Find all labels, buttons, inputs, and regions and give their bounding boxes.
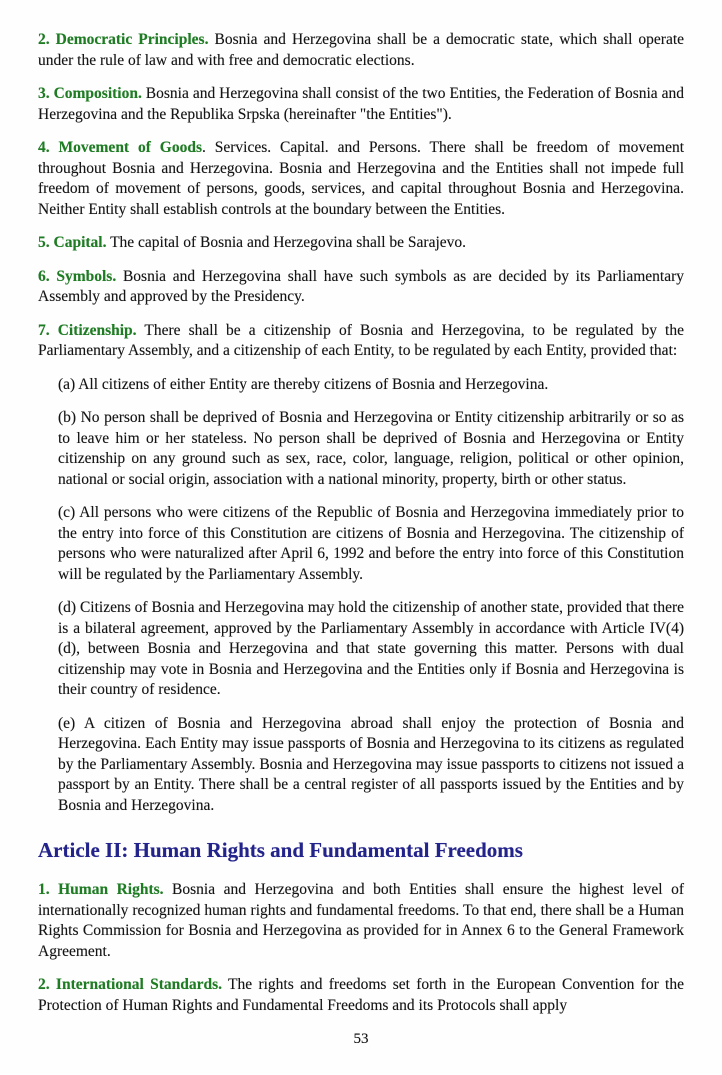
subparagraph-b <box>58 408 684 490</box>
article-ii-heading: Article II: Human Rights and Fundamental Freedoms <box>38 838 523 862</box>
paragraph-text: Bosnia and Herzegovina shall consist of the two Entities, the Federation of Bosnia and Herzegovina and the Republika Srpska (hereinafter "the Entities"). <box>38 85 685 123</box>
subparagraph-text: (d) Citizens of Bosnia and Herzegovina may hold the citizenship of another state, provided that there is a bilateral agreement, approved by the Parliamentary Assembly in accordance with Article IV(4)(d), between Bosnia and Herzegovina and that state governing this matter. Persons with dual citizenship may vote in Bosnia and Herzegovina and the Entities only if Bosnia and Herzegovina is their country of residence. <box>58 599 684 698</box>
paragraph-text: Bosnia and Herzegovina and both Entities shall ensure the highest level of internationally recognized human rights and fundamental freedoms. To that end, there shall be a Human Rights Commission for Bosnia and Herzegovina as provided for in Annex 6 to the General Framework Agreement. <box>38 881 684 960</box>
page-number: 53 <box>353 1031 369 1047</box>
paragraph-text: Bosnia and Herzegovina shall have such symbols as are decided by its Parliamentary Assembly and approved by the Presidency. <box>38 267 684 305</box>
paragraph-human-rights <box>38 880 684 962</box>
paragraph-capital <box>38 233 684 254</box>
paragraph-composition <box>38 84 684 125</box>
subparagraph-e <box>58 714 684 817</box>
paragraph-citizenship <box>38 321 684 362</box>
subparagraph-c <box>58 503 684 585</box>
paragraph-heading: 7. Citizenship. <box>38 321 137 339</box>
paragraph-democratic-principles <box>38 30 684 71</box>
paragraph-international-standards <box>38 975 684 1016</box>
paragraph-heading: 1. Human Rights. <box>38 881 164 898</box>
document-content <box>38 30 684 1029</box>
subparagraph-text: (c) All persons who were citizens of the Republic of Bosnia and Herzegovina immediately prior to the entry into force of this Constitution are citizens of Bosnia and Herzegovina. The citizenship of persons who were naturalized after April 6, 1992 and before the entry into force of this Constitution will be regulated by the Parliamentary Assembly. <box>58 504 684 583</box>
paragraph-heading: 2. Democratic Principles. <box>38 31 209 48</box>
subparagraph-text: (b) No person shall be deprived of Bosnia and Herzegovina or Entity citizenship arbitrarily or so as to leave him or her stateless. No person shall be deprived of Bosnia and Herzegovina or Entity citizenship on any ground such as sex, race, color, language, religion, political or other opinion, national or social origin, association with a national minority, property, birth or other status. <box>58 409 684 488</box>
paragraph-text: The capital of Bosnia and Herzegovina shall be Sarajevo. <box>106 234 467 251</box>
subparagraph-text: (e) A citizen of Bosnia and Herzegovina abroad shall enjoy the protection of Bosnia and Herzegovina. Each Entity may issue passports of Bosnia and Herzegovina to its citizens as regulated by the Parliamentary Assembly. Bosnia and Herzegovina may issue passports to citizens not issued a passport by an Entity. There shall be a central register of all passports issued by the Entities and by Bosnia and Herzegovina. <box>58 714 684 814</box>
subparagraph-text: (a) All citizens of either Entity are thereby citizens of Bosnia and Herzegovina. <box>58 375 549 393</box>
subparagraph-a <box>58 375 684 396</box>
paragraph-movement-of-goods <box>38 138 684 220</box>
paragraph-text: There shall be a citizenship of Bosnia and Herzegovina, to be regulated by the Parliamentary Assembly, and a citizenship of each Entity, to be regulated by each Entity, provided that: <box>38 321 684 359</box>
paragraph-heading: 6. Symbols. <box>38 267 117 285</box>
paragraph-heading: 2. International Standards. <box>38 976 223 993</box>
paragraph-text: Bosnia and Herzegovina shall be a democratic state, which shall operate under the rule of law and with free and democratic elections. <box>38 31 685 69</box>
paragraph-heading: 3. Composition. <box>38 85 142 102</box>
paragraph-text: . Services. Capital. and Persons. There shall be freedom of movement throughout Bosnia and Herzegovina. Bosnia and Herzegovina and the Entities shall not impede full freedom of movement of persons, goods, services, and capital throughout Bosnia and Herzegovina. Neither Entity shall establish controls at the boundary between the Entities. <box>38 139 685 218</box>
subparagraph-d <box>58 598 684 701</box>
paragraph-text: The rights and freedoms set forth in the European Convention for the Protection of Human Rights and Fundamental Freedoms and its Protocols shall apply <box>38 976 684 1014</box>
paragraph-heading: 4. Movement of Goods <box>38 139 202 156</box>
paragraph-symbols <box>38 267 684 308</box>
paragraph-heading: 5. Capital. <box>38 234 107 251</box>
